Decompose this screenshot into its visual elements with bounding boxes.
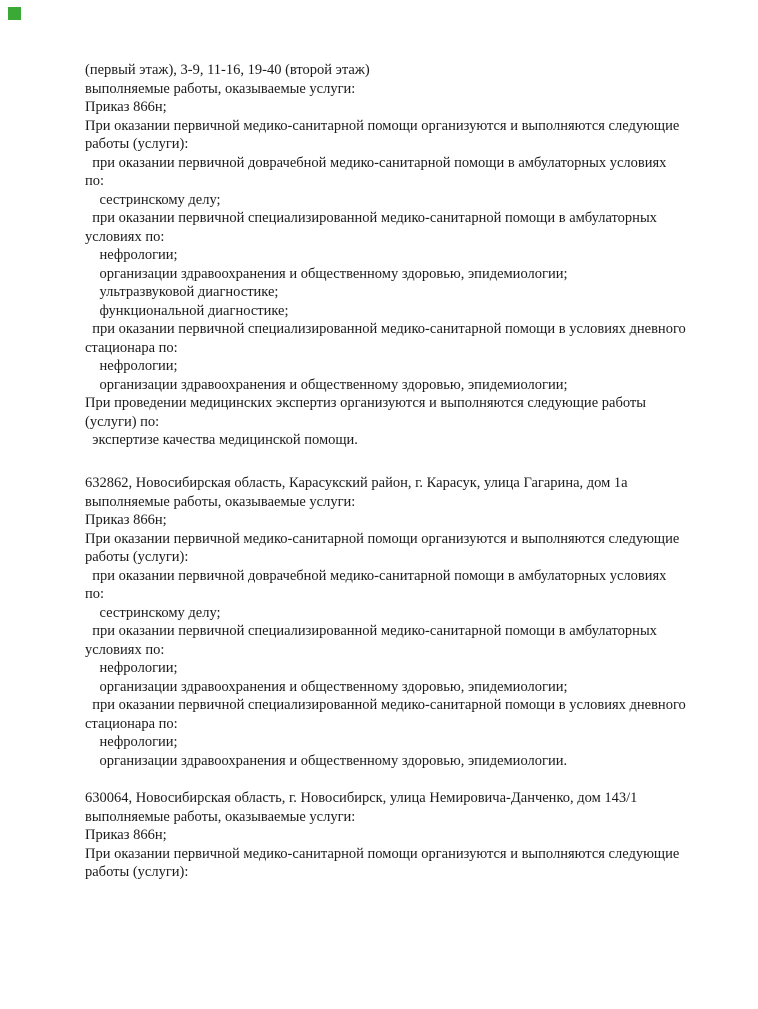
- text-line: организации здравоохранения и общественному здоровью, эпидемиологии;: [85, 265, 568, 282]
- text-line: Приказ 866н;: [85, 512, 167, 528]
- text-line: (первый этаж), 3-9, 11-16, 19-40 (второй этаж): [85, 62, 370, 78]
- license-block-novosibirsk-address: [85, 789, 753, 882]
- text-line: экспертизе качества медицинской помощи.: [85, 432, 358, 448]
- text-line: стационара по:: [85, 715, 178, 732]
- text-line: (услуги) по:: [85, 413, 160, 430]
- text-line: При проведении медицинских экспертиз организуются и выполняются следующие работы: [85, 395, 646, 411]
- text-line: сестринскому делу;: [85, 191, 221, 208]
- text-line: по:: [85, 173, 105, 189]
- text-line: при оказании первичной специализированной медико-санитарной помощи в условиях дневного: [85, 321, 686, 337]
- text-line: при оказании первичной специализированной медико-санитарной помощи в амбулаторных: [85, 623, 657, 639]
- license-block-karasuk-address: [85, 474, 753, 770]
- license-block-floors: [85, 61, 753, 450]
- document-body: [85, 61, 753, 882]
- text-line: организации здравоохранения и общественному здоровью, эпидемиологии;: [85, 376, 568, 393]
- text-line: 630064, Новосибирская область, г. Новосибирск, улица Немировича-Данченко, дом 143/1: [85, 790, 638, 806]
- text-line: Приказ 866н;: [85, 827, 167, 843]
- text-line: нефрологии;: [85, 660, 178, 676]
- text-line: условиях по:: [85, 228, 165, 245]
- text-line: нефрологии;: [85, 734, 178, 750]
- green-marker-icon: [8, 7, 21, 20]
- text-line: стационара по:: [85, 339, 178, 356]
- text-line: При оказании первичной медико-санитарной помощи организуются и выполняются следующие: [85, 117, 680, 134]
- text-line: выполняемые работы, оказываемые услуги:: [85, 493, 356, 510]
- text-line: При оказании первичной медико-санитарной помощи организуются и выполняются следующие: [85, 530, 680, 547]
- text-line: при оказании первичной доврачебной медико-санитарной помощи в амбулаторных условиях: [85, 154, 667, 171]
- text-line: работы (услуги):: [85, 136, 189, 152]
- text-line: организации здравоохранения и общественному здоровью, эпидемиологии;: [85, 678, 568, 695]
- text-line: Приказ 866н;: [85, 99, 167, 115]
- text-line: нефрологии;: [85, 247, 178, 263]
- text-line: работы (услуги):: [85, 864, 189, 880]
- text-line: функциональной диагностике;: [85, 302, 289, 319]
- text-line: при оказании первичной доврачебной медико-санитарной помощи в амбулаторных условиях: [85, 567, 667, 584]
- text-line: условиях по:: [85, 641, 165, 658]
- text-line: выполняемые работы, оказываемые услуги:: [85, 808, 356, 825]
- text-line: При оказании первичной медико-санитарной помощи организуются и выполняются следующие: [85, 845, 680, 862]
- text-line: по:: [85, 586, 105, 602]
- text-line: при оказании первичной специализированной медико-санитарной помощи в условиях дневного: [85, 697, 686, 713]
- text-line: организации здравоохранения и общественному здоровью, эпидемиологии.: [85, 752, 568, 769]
- text-line: ультразвуковой диагностике;: [85, 284, 279, 300]
- text-line: сестринскому делу;: [85, 604, 221, 621]
- text-line: 632862, Новосибирская область, Карасукский район, г. Карасук, улица Гагарина, дом 1а: [85, 475, 628, 491]
- text-line: работы (услуги):: [85, 549, 189, 565]
- text-line: выполняемые работы, оказываемые услуги:: [85, 80, 356, 97]
- text-line: нефрологии;: [85, 358, 178, 374]
- text-line: при оказании первичной специализированной медико-санитарной помощи в амбулаторных: [85, 210, 657, 226]
